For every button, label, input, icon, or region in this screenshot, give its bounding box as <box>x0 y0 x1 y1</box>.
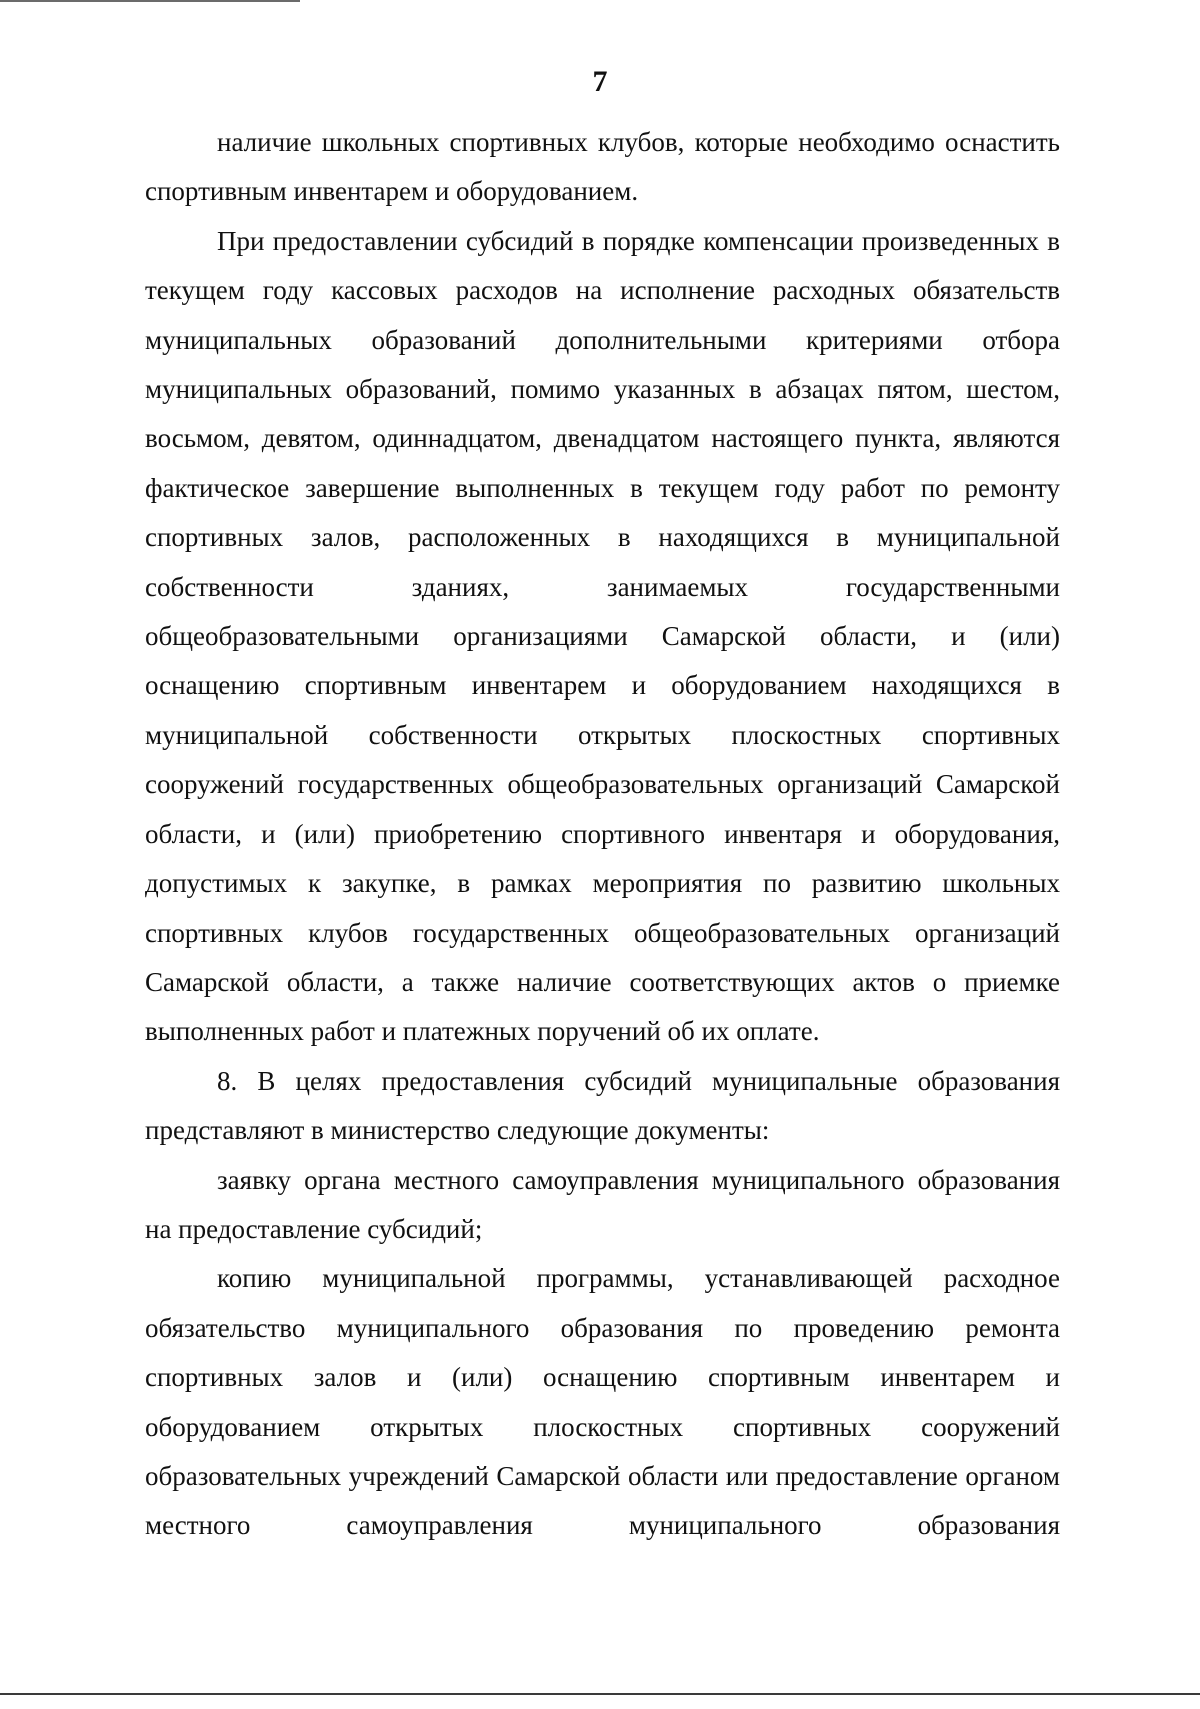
paragraph-program-copy: копию муниципальной программы, устанавливающей расходное обязательство муниципального образования по проведению ремонта спортивных залов и (или) оснащению спортивным инвентарем и оборудованием открытых плоскостных спортивных сооружений образовательных учреждений Самарской области или предоставление органом местного самоуправления муниципального образования <box>145 1263 1060 1541</box>
scan-edge-top <box>0 0 300 2</box>
paragraph-compensation-criteria: При предоставлении субсидий в порядке компенсации произведенных в текущем году кассовых расходов на исполнение расходных обязательств муниципальных образований дополнительными критериями отбора муниципальных образований, помимо указанных в абзацах пятом, шестом, восьмом, девятом, одиннадцатом, двенадцатом настоящего пункта, являются фактическое завершение выполненных в текущем году работ по ремонту спортивных залов, расположенных в находящихся в муниципальной собственности зданиях, занимаемых государственными общеобразовательными организациями Самарской области, и (или) оснащению спортивным инвентарем и оборудованием находящихся в муниципальной собственности открытых плоскостных спортивных сооружений государственных общеобразовательных организаций Самарской области, и (или) приобретению спортивного инвентаря и оборудования, допустимых к закупке, в рамках мероприятия по развитию школьных спортивных клубов государственных общеобразовательных организаций Самарской области, а также наличие соответствующих актов о приемке выполненных работ и платежных поручений об их оплате. <box>145 225 1060 1047</box>
paragraph-school-clubs: наличие школьных спортивных клубов, которые необходимо оснастить спортивным инвентарем и оборудованием. <box>145 127 1060 207</box>
scan-edge-bottom <box>0 1693 1200 1695</box>
paragraph-application: заявку органа местного самоуправления муниципального образования на предоставление субсидий; <box>145 1164 1060 1244</box>
page-number: 7 <box>592 65 608 98</box>
paragraph-documents-intro: 8. В целях предоставления субсидий муниципальные образования представляют в министерство следующие документы: <box>145 1065 1060 1146</box>
document-body <box>145 118 1060 1551</box>
